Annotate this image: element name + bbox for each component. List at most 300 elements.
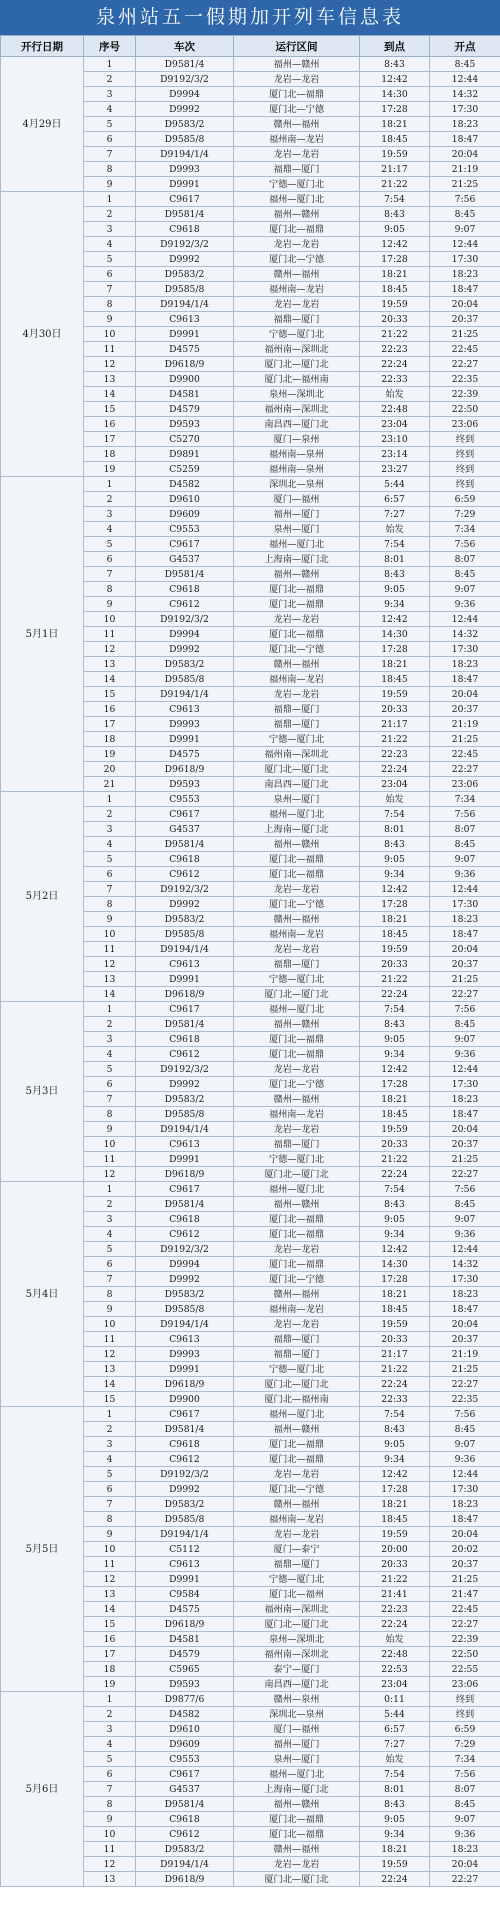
- arrive-cell: 8:43: [360, 57, 430, 72]
- arrive-cell: 19:59: [360, 1857, 430, 1872]
- depart-cell: 9:36: [430, 867, 500, 882]
- depart-cell: 22:35: [430, 1392, 500, 1407]
- arrive-cell: 17:28: [360, 642, 430, 657]
- route-cell: 龙岩—龙岩: [234, 237, 360, 252]
- depart-cell: 9:07: [430, 582, 500, 597]
- route-cell: 厦门北—宁德: [234, 1482, 360, 1497]
- train-cell: C9584: [136, 1587, 234, 1602]
- depart-cell: 14:32: [430, 627, 500, 642]
- route-cell: 厦门北—福州南: [234, 372, 360, 387]
- train-cell: D9877/6: [136, 1692, 234, 1707]
- route-cell: 厦门北—福州: [234, 1587, 360, 1602]
- arrive-cell: 22:24: [360, 1617, 430, 1632]
- train-cell: D9992: [136, 1077, 234, 1092]
- route-cell: 上海南—厦门北: [234, 552, 360, 567]
- depart-cell: 18:47: [430, 927, 500, 942]
- date-cell: 5月6日: [1, 1692, 84, 1887]
- seq-cell: 5: [84, 1062, 136, 1077]
- train-cell: D9583/2: [136, 117, 234, 132]
- arrive-cell: 17:28: [360, 897, 430, 912]
- train-cell: D9900: [136, 1392, 234, 1407]
- depart-cell: 22:27: [430, 1617, 500, 1632]
- seq-cell: 2: [84, 207, 136, 222]
- depart-cell: 7:34: [430, 792, 500, 807]
- route-cell: 厦门北—福州南: [234, 1392, 360, 1407]
- train-cell: D9991: [136, 732, 234, 747]
- train-cell: D9992: [136, 897, 234, 912]
- train-cell: D9581/4: [136, 567, 234, 582]
- seq-cell: 10: [84, 327, 136, 342]
- seq-cell: 3: [84, 1212, 136, 1227]
- depart-cell: 20:04: [430, 942, 500, 957]
- train-cell: D4582: [136, 477, 234, 492]
- seq-cell: 10: [84, 1827, 136, 1842]
- train-cell: D9618/9: [136, 1167, 234, 1182]
- train-cell: C9617: [136, 1407, 234, 1422]
- train-cell: D9991: [136, 1362, 234, 1377]
- route-cell: 福州—赣州: [234, 837, 360, 852]
- arrive-cell: 9:34: [360, 867, 430, 882]
- train-cell: D9618/9: [136, 762, 234, 777]
- route-cell: 福州南—泉州: [234, 447, 360, 462]
- train-cell: D9192/3/2: [136, 612, 234, 627]
- depart-cell: 18:47: [430, 132, 500, 147]
- seq-cell: 15: [84, 1392, 136, 1407]
- arrive-cell: 21:17: [360, 717, 430, 732]
- route-cell: 厦门北—厦门北: [234, 1872, 360, 1887]
- route-cell: 福州—厦门北: [234, 1407, 360, 1422]
- seq-cell: 2: [84, 1017, 136, 1032]
- route-cell: 厦门北—福鼎: [234, 1452, 360, 1467]
- depart-cell: 17:30: [430, 102, 500, 117]
- arrive-cell: 20:33: [360, 1557, 430, 1572]
- arrive-cell: 9:05: [360, 852, 430, 867]
- route-cell: 厦门北—福鼎: [234, 1047, 360, 1062]
- arrive-cell: 22:24: [360, 1167, 430, 1182]
- train-cell: C9617: [136, 537, 234, 552]
- table-row: [1, 1692, 500, 1707]
- depart-cell: 17:30: [430, 897, 500, 912]
- seq-cell: 14: [84, 1602, 136, 1617]
- route-cell: 福州—赣州: [234, 207, 360, 222]
- depart-cell: 20:37: [430, 957, 500, 972]
- train-cell: D9891: [136, 447, 234, 462]
- train-cell: C5112: [136, 1542, 234, 1557]
- depart-cell: 20:37: [430, 702, 500, 717]
- seq-cell: 19: [84, 747, 136, 762]
- arrive-cell: 18:21: [360, 1287, 430, 1302]
- train-cell: D9583/2: [136, 1497, 234, 1512]
- depart-cell: 17:30: [430, 1077, 500, 1092]
- train-cell: D9192/3/2: [136, 1467, 234, 1482]
- seq-cell: 7: [84, 567, 136, 582]
- depart-cell: 17:30: [430, 1272, 500, 1287]
- arrive-cell: 22:23: [360, 342, 430, 357]
- depart-cell: 12:44: [430, 1242, 500, 1257]
- route-cell: 龙岩—龙岩: [234, 1527, 360, 1542]
- seq-cell: 1: [84, 1002, 136, 1017]
- seq-cell: 7: [84, 147, 136, 162]
- train-cell: D9992: [136, 102, 234, 117]
- route-cell: 厦门北—宁德: [234, 642, 360, 657]
- seq-cell: 1: [84, 1692, 136, 1707]
- depart-cell: 18:23: [430, 657, 500, 672]
- train-cell: D9991: [136, 177, 234, 192]
- train-cell: C9612: [136, 597, 234, 612]
- depart-cell: 终到: [430, 447, 500, 462]
- train-cell: D9585/8: [136, 132, 234, 147]
- seq-cell: 4: [84, 1047, 136, 1062]
- date-cell: 5月4日: [1, 1182, 84, 1407]
- train-cell: C9618: [136, 1212, 234, 1227]
- depart-cell: 18:23: [430, 267, 500, 282]
- seq-cell: 9: [84, 597, 136, 612]
- route-cell: 福州—厦门北: [234, 1767, 360, 1782]
- route-cell: 厦门北—宁德: [234, 102, 360, 117]
- seq-cell: 11: [84, 1557, 136, 1572]
- route-cell: 福州南—龙岩: [234, 672, 360, 687]
- arrive-cell: 12:42: [360, 1242, 430, 1257]
- route-cell: 福鼎—厦门: [234, 312, 360, 327]
- arrive-cell: 22:24: [360, 987, 430, 1002]
- table-row: [1, 1182, 500, 1197]
- seq-cell: 9: [84, 1122, 136, 1137]
- train-cell: C9613: [136, 1332, 234, 1347]
- table-row: [1, 1407, 500, 1422]
- seq-cell: 3: [84, 222, 136, 237]
- train-cell: D9610: [136, 492, 234, 507]
- depart-cell: 22:39: [430, 1632, 500, 1647]
- depart-cell: 20:04: [430, 687, 500, 702]
- seq-cell: 5: [84, 852, 136, 867]
- depart-cell: 18:47: [430, 282, 500, 297]
- route-cell: 福州—赣州: [234, 1017, 360, 1032]
- depart-cell: 7:56: [430, 1767, 500, 1782]
- depart-cell: 8:07: [430, 552, 500, 567]
- arrive-cell: 8:01: [360, 552, 430, 567]
- arrive-cell: 12:42: [360, 1467, 430, 1482]
- header-arrive: 到点: [360, 36, 430, 57]
- train-cell: C9613: [136, 1557, 234, 1572]
- depart-cell: 8:07: [430, 1782, 500, 1797]
- date-cell: 4月30日: [1, 192, 84, 477]
- arrive-cell: 6:57: [360, 1722, 430, 1737]
- arrive-cell: 14:30: [360, 1257, 430, 1272]
- arrive-cell: 22:24: [360, 357, 430, 372]
- seq-cell: 2: [84, 492, 136, 507]
- arrive-cell: 22:23: [360, 1602, 430, 1617]
- seq-cell: 2: [84, 1422, 136, 1437]
- seq-cell: 11: [84, 342, 136, 357]
- route-cell: 福鼎—厦门: [234, 717, 360, 732]
- route-cell: 赣州—福州: [234, 1287, 360, 1302]
- seq-cell: 6: [84, 1482, 136, 1497]
- arrive-cell: 19:59: [360, 147, 430, 162]
- seq-cell: 10: [84, 612, 136, 627]
- train-cell: D9583/2: [136, 1842, 234, 1857]
- train-cell: D9583/2: [136, 1287, 234, 1302]
- train-cell: D9194/1/4: [136, 297, 234, 312]
- route-cell: 福州南—龙岩: [234, 1302, 360, 1317]
- arrive-cell: 21:22: [360, 972, 430, 987]
- seq-cell: 18: [84, 732, 136, 747]
- depart-cell: 14:32: [430, 1257, 500, 1272]
- arrive-cell: 18:45: [360, 282, 430, 297]
- seq-cell: 13: [84, 1872, 136, 1887]
- arrive-cell: 18:45: [360, 132, 430, 147]
- seq-cell: 11: [84, 942, 136, 957]
- arrive-cell: 21:22: [360, 732, 430, 747]
- arrive-cell: 12:42: [360, 72, 430, 87]
- seq-cell: 5: [84, 252, 136, 267]
- table-row: [1, 57, 500, 72]
- depart-cell: 8:45: [430, 207, 500, 222]
- route-cell: 厦门北—福鼎: [234, 627, 360, 642]
- depart-cell: 9:07: [430, 1812, 500, 1827]
- arrive-cell: 19:59: [360, 1527, 430, 1542]
- arrive-cell: 始发: [360, 1752, 430, 1767]
- route-cell: 福州南—龙岩: [234, 1512, 360, 1527]
- arrive-cell: 9:34: [360, 1047, 430, 1062]
- route-cell: 龙岩—龙岩: [234, 1317, 360, 1332]
- train-cell: D9991: [136, 972, 234, 987]
- seq-cell: 11: [84, 627, 136, 642]
- seq-cell: 6: [84, 552, 136, 567]
- route-cell: 福州—厦门北: [234, 807, 360, 822]
- route-cell: 厦门北—福鼎: [234, 1437, 360, 1452]
- arrive-cell: 21:22: [360, 1152, 430, 1167]
- train-cell: D4581: [136, 387, 234, 402]
- depart-cell: 7:34: [430, 1752, 500, 1767]
- arrive-cell: 9:34: [360, 1827, 430, 1842]
- train-cell: D9583/2: [136, 912, 234, 927]
- arrive-cell: 9:34: [360, 1227, 430, 1242]
- arrive-cell: 18:45: [360, 927, 430, 942]
- route-cell: 泉州—厦门: [234, 522, 360, 537]
- arrive-cell: 20:33: [360, 1137, 430, 1152]
- train-cell: D9618/9: [136, 987, 234, 1002]
- depart-cell: 终到: [430, 462, 500, 477]
- arrive-cell: 17:28: [360, 1482, 430, 1497]
- route-cell: 龙岩—龙岩: [234, 1857, 360, 1872]
- train-cell: C9618: [136, 1812, 234, 1827]
- seq-cell: 16: [84, 702, 136, 717]
- arrive-cell: 20:33: [360, 957, 430, 972]
- seq-cell: 6: [84, 1257, 136, 1272]
- seq-cell: 1: [84, 57, 136, 72]
- route-cell: 福州—厦门北: [234, 1002, 360, 1017]
- route-cell: 福鼎—厦门: [234, 702, 360, 717]
- seq-cell: 11: [84, 1152, 136, 1167]
- arrive-cell: 9:05: [360, 1212, 430, 1227]
- seq-cell: 17: [84, 717, 136, 732]
- train-cell: D9991: [136, 1152, 234, 1167]
- train-cell: G4537: [136, 822, 234, 837]
- seq-cell: 12: [84, 642, 136, 657]
- route-cell: 福州—赣州: [234, 567, 360, 582]
- seq-cell: 11: [84, 1842, 136, 1857]
- route-cell: 福州南—龙岩: [234, 132, 360, 147]
- arrive-cell: 5:44: [360, 1707, 430, 1722]
- arrive-cell: 12:42: [360, 1062, 430, 1077]
- arrive-cell: 18:21: [360, 657, 430, 672]
- seq-cell: 3: [84, 87, 136, 102]
- route-cell: 福州—赣州: [234, 1422, 360, 1437]
- arrive-cell: 17:28: [360, 102, 430, 117]
- train-cell: D9585/8: [136, 282, 234, 297]
- seq-cell: 15: [84, 1617, 136, 1632]
- depart-cell: 7:56: [430, 1182, 500, 1197]
- train-cell: D9994: [136, 87, 234, 102]
- seq-cell: 3: [84, 822, 136, 837]
- train-cell: C9553: [136, 792, 234, 807]
- seq-cell: 9: [84, 312, 136, 327]
- route-cell: 宁德—厦门北: [234, 327, 360, 342]
- depart-cell: 8:45: [430, 837, 500, 852]
- seq-cell: 3: [84, 1437, 136, 1452]
- arrive-cell: 7:27: [360, 1737, 430, 1752]
- arrive-cell: 始发: [360, 1632, 430, 1647]
- seq-cell: 5: [84, 1752, 136, 1767]
- train-cell: D4575: [136, 1602, 234, 1617]
- seq-cell: 19: [84, 462, 136, 477]
- depart-cell: 20:04: [430, 1317, 500, 1332]
- arrive-cell: 18:21: [360, 1092, 430, 1107]
- arrive-cell: 18:45: [360, 1107, 430, 1122]
- depart-cell: 9:07: [430, 852, 500, 867]
- train-cell: D9991: [136, 1572, 234, 1587]
- depart-cell: 20:37: [430, 1137, 500, 1152]
- depart-cell: 9:07: [430, 1032, 500, 1047]
- train-cell: D9609: [136, 507, 234, 522]
- route-cell: 福州—赣州: [234, 1797, 360, 1812]
- depart-cell: 21:19: [430, 1347, 500, 1362]
- depart-cell: 8:07: [430, 822, 500, 837]
- seq-cell: 4: [84, 1227, 136, 1242]
- arrive-cell: 18:45: [360, 1302, 430, 1317]
- train-cell: D9194/1/4: [136, 1527, 234, 1542]
- table-row: [1, 192, 500, 207]
- train-cell: C5259: [136, 462, 234, 477]
- route-cell: 龙岩—龙岩: [234, 1122, 360, 1137]
- arrive-cell: 9:05: [360, 1032, 430, 1047]
- train-cell: C9617: [136, 1767, 234, 1782]
- arrive-cell: 7:54: [360, 537, 430, 552]
- route-cell: 福鼎—厦门: [234, 957, 360, 972]
- train-cell: D4581: [136, 1632, 234, 1647]
- depart-cell: 20:04: [430, 1527, 500, 1542]
- seq-cell: 21: [84, 777, 136, 792]
- route-cell: 厦门北—宁德: [234, 1077, 360, 1092]
- depart-cell: 6:59: [430, 1722, 500, 1737]
- arrive-cell: 8:43: [360, 1197, 430, 1212]
- arrive-cell: 始发: [360, 522, 430, 537]
- seq-cell: 10: [84, 927, 136, 942]
- train-cell: C9618: [136, 222, 234, 237]
- arrive-cell: 6:57: [360, 492, 430, 507]
- depart-cell: 8:45: [430, 1797, 500, 1812]
- route-cell: 福州—厦门: [234, 507, 360, 522]
- train-cell: C9617: [136, 1002, 234, 1017]
- arrive-cell: 19:59: [360, 297, 430, 312]
- route-cell: 福州南—龙岩: [234, 1107, 360, 1122]
- train-cell: D9192/3/2: [136, 1242, 234, 1257]
- train-cell: D4579: [136, 1647, 234, 1662]
- arrive-cell: 8:43: [360, 1422, 430, 1437]
- train-cell: D9192/3/2: [136, 237, 234, 252]
- seq-cell: 13: [84, 1587, 136, 1602]
- seq-cell: 6: [84, 267, 136, 282]
- seq-cell: 12: [84, 1572, 136, 1587]
- depart-cell: 9:36: [430, 1827, 500, 1842]
- seq-cell: 2: [84, 1197, 136, 1212]
- header-date: 开行日期: [1, 36, 84, 57]
- seq-cell: 9: [84, 1812, 136, 1827]
- route-cell: 厦门北—福鼎: [234, 222, 360, 237]
- depart-cell: 22:45: [430, 342, 500, 357]
- route-cell: 厦门北—福鼎: [234, 1812, 360, 1827]
- seq-cell: 1: [84, 792, 136, 807]
- seq-cell: 2: [84, 1707, 136, 1722]
- depart-cell: 7:56: [430, 807, 500, 822]
- seq-cell: 4: [84, 102, 136, 117]
- route-cell: 泰宁—厦门: [234, 1662, 360, 1677]
- train-cell: D9585/8: [136, 1302, 234, 1317]
- arrive-cell: 23:14: [360, 447, 430, 462]
- route-cell: 泉州—厦门: [234, 792, 360, 807]
- train-cell: C5965: [136, 1662, 234, 1677]
- arrive-cell: 17:28: [360, 252, 430, 267]
- train-cell: C9612: [136, 867, 234, 882]
- depart-cell: 终到: [430, 1692, 500, 1707]
- seq-cell: 10: [84, 1542, 136, 1557]
- depart-cell: 14:32: [430, 87, 500, 102]
- train-cell: D9194/1/4: [136, 147, 234, 162]
- arrive-cell: 21:17: [360, 1347, 430, 1362]
- train-cell: D9991: [136, 327, 234, 342]
- depart-cell: 22:27: [430, 1872, 500, 1887]
- arrive-cell: 21:22: [360, 1572, 430, 1587]
- train-cell: D9994: [136, 1257, 234, 1272]
- route-cell: 泉州—深圳北: [234, 1632, 360, 1647]
- depart-cell: 6:59: [430, 492, 500, 507]
- route-cell: 赣州—福州: [234, 912, 360, 927]
- depart-cell: 18:47: [430, 1302, 500, 1317]
- depart-cell: 23:06: [430, 417, 500, 432]
- route-cell: 龙岩—龙岩: [234, 147, 360, 162]
- seq-cell: 6: [84, 132, 136, 147]
- header-depart: 开点: [430, 36, 500, 57]
- route-cell: 龙岩—龙岩: [234, 1467, 360, 1482]
- depart-cell: 8:45: [430, 57, 500, 72]
- seq-cell: 2: [84, 807, 136, 822]
- route-cell: 龙岩—龙岩: [234, 1062, 360, 1077]
- train-cell: D9994: [136, 627, 234, 642]
- arrive-cell: 22:48: [360, 402, 430, 417]
- seq-cell: 4: [84, 237, 136, 252]
- route-cell: 福鼎—厦门: [234, 1332, 360, 1347]
- arrive-cell: 9:05: [360, 1437, 430, 1452]
- date-cell: 5月5日: [1, 1407, 84, 1692]
- train-cell: C9612: [136, 1452, 234, 1467]
- arrive-cell: 17:28: [360, 1272, 430, 1287]
- arrive-cell: 8:43: [360, 567, 430, 582]
- route-cell: 宁德—厦门北: [234, 1572, 360, 1587]
- depart-cell: 22:55: [430, 1662, 500, 1677]
- depart-cell: 21:25: [430, 177, 500, 192]
- train-cell: D9192/3/2: [136, 72, 234, 87]
- seq-cell: 1: [84, 1182, 136, 1197]
